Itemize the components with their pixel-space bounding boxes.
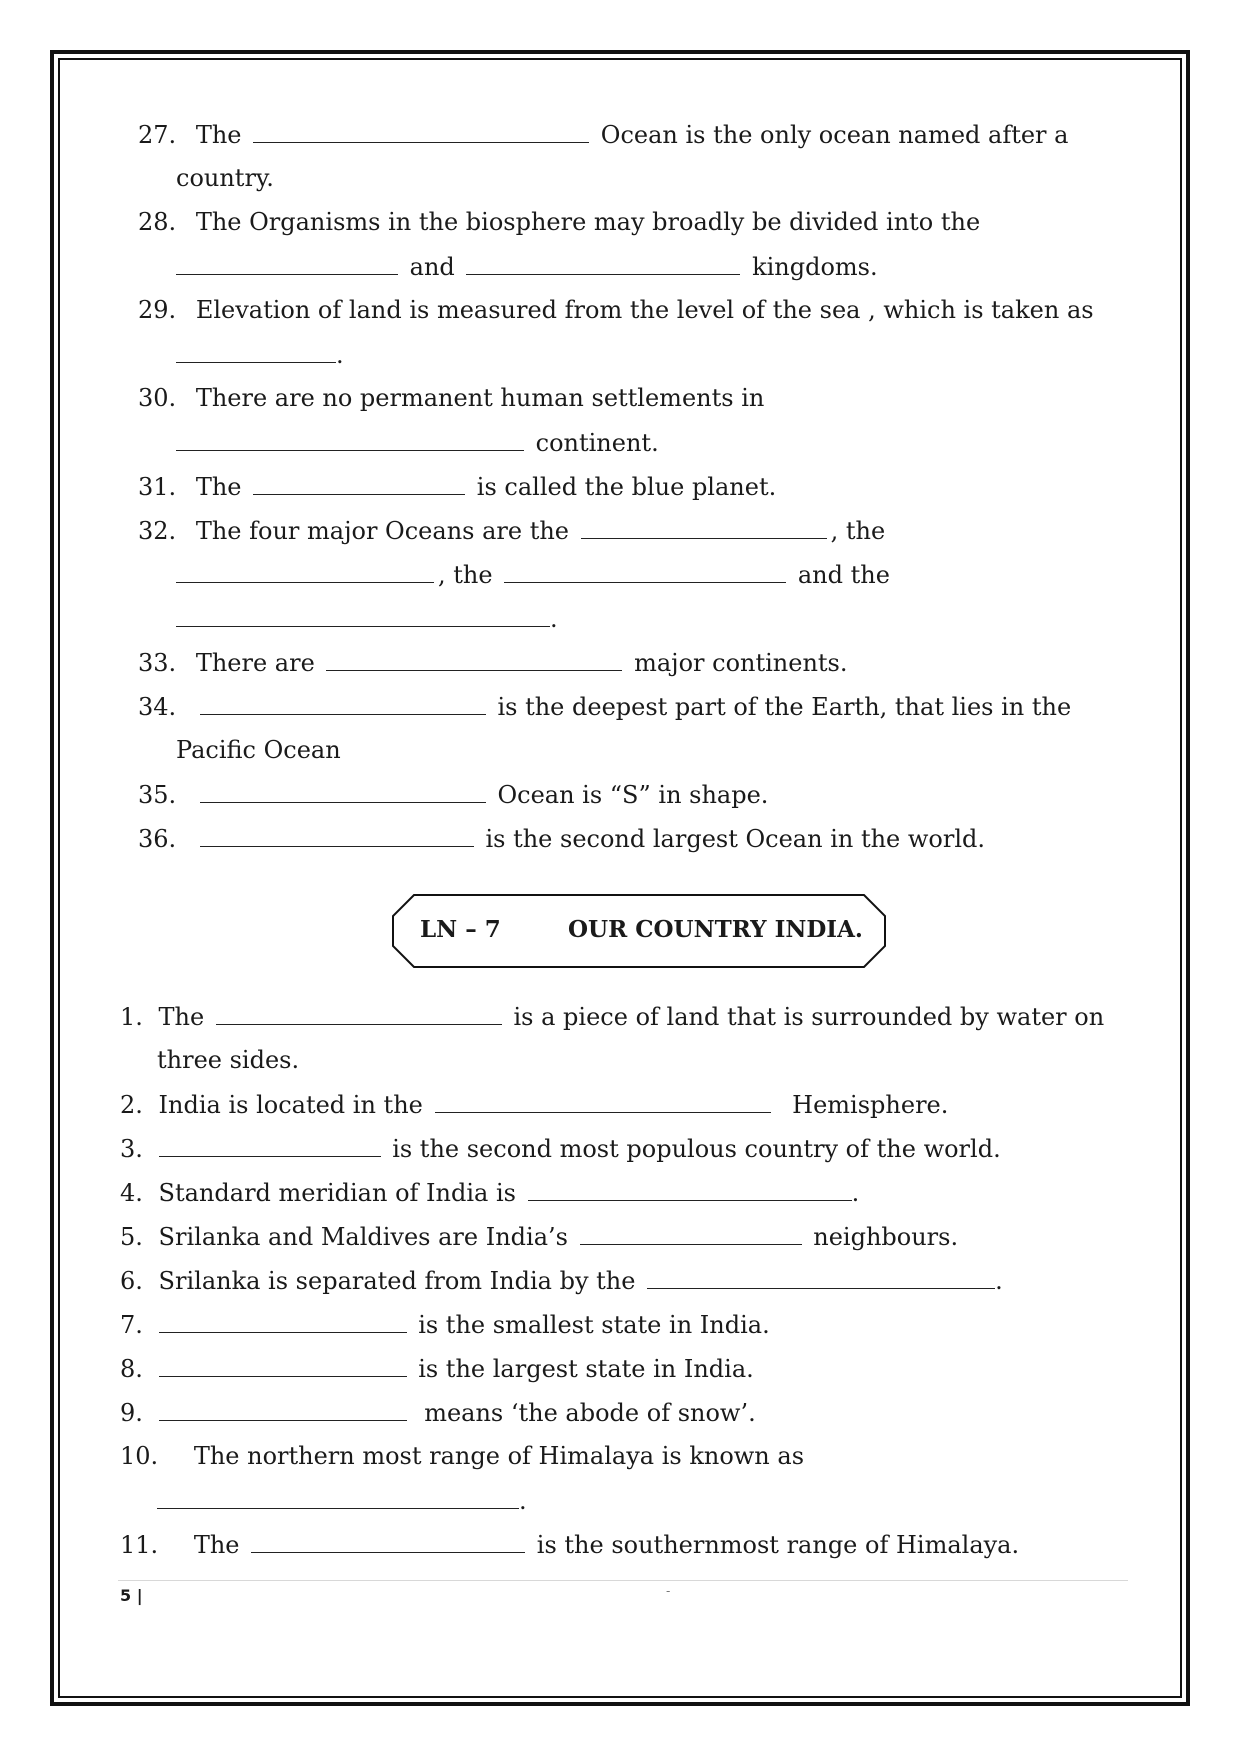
answer-blank[interactable] [159,1398,407,1421]
question-text: Srilanka and Maldives are India’s [158,1223,568,1251]
answer-blank[interactable] [581,516,827,539]
question-text: neighbours. [813,1223,959,1251]
question-text: Elevation of land is measured from the level of the sea , which is taken as [195,296,1094,324]
question-number: 31. [138,473,177,501]
answer-blank[interactable] [159,1310,407,1333]
question-32 [138,516,885,545]
question-text: and [409,253,455,281]
question-text: Ocean is “S” in shape. [497,781,769,809]
india-question-8 [120,1354,754,1383]
answer-blank[interactable] [253,120,589,143]
question-text: major continents. [634,649,848,677]
question-text: continent. [535,429,659,457]
question-28-cont [176,252,878,281]
answer-blank[interactable] [580,1222,802,1245]
answer-blank[interactable] [157,1486,519,1509]
question-number: 33. [138,649,177,677]
question-text: and the [797,561,890,589]
answer-blank[interactable] [159,1134,381,1157]
india-question-9 [120,1398,756,1427]
india-question-7 [120,1310,770,1339]
answer-blank[interactable] [466,252,740,275]
question-text: The Organisms in the biosphere may broadly be divided into the [195,208,981,236]
question-text: means ‘the abode of snow’. [424,1399,756,1427]
question-text: There are [195,649,315,677]
answer-blank[interactable] [176,560,434,583]
question-text: The [195,121,242,149]
question-text: Ocean is the only ocean named after a [600,121,1069,149]
india-question-6 [120,1266,1003,1295]
question-text: three sides. [157,1046,300,1074]
question-number: 7. [120,1311,143,1339]
lesson-title: OUR COUNTRY INDIA. [568,916,863,943]
punctuation: . [519,1487,527,1515]
india-question-1-cont [157,1046,299,1074]
question-29-cont [176,340,344,369]
question-31 [138,472,776,501]
question-27 [138,120,1068,149]
question-text: The [195,473,242,501]
question-30 [138,384,764,412]
answer-blank[interactable] [200,692,486,715]
question-text: , the [830,517,886,545]
question-text: is the smallest state in India. [418,1311,770,1339]
answer-blank[interactable] [200,824,474,847]
question-36 [138,824,985,853]
question-number: 35. [138,781,177,809]
question-text: The [193,1531,240,1559]
question-35 [138,780,768,809]
question-text: There are no permanent human settlements in [195,384,765,412]
answer-blank[interactable] [251,1530,525,1553]
footer-divider [118,1580,1128,1581]
answer-blank[interactable] [326,648,622,671]
india-question-11 [120,1530,1019,1559]
question-27-cont [176,164,274,192]
india-question-1 [120,1002,1104,1031]
question-text: is the southernmost range of Himalaya. [536,1531,1020,1559]
question-text: , the [438,561,493,589]
question-text: is the second largest Ocean in the world. [485,825,986,853]
question-34 [138,692,1071,721]
question-number: 5. [120,1223,143,1251]
india-question-10 [120,1442,804,1470]
punctuation: . [550,605,558,633]
india-question-3 [120,1134,1001,1163]
question-text: Hemisphere. [792,1091,949,1119]
footer-mark: - [666,1584,671,1598]
answer-blank[interactable] [176,604,550,627]
question-number: 27. [138,121,177,149]
question-text: India is located in the [158,1091,423,1119]
question-number: 36. [138,825,177,853]
question-30-cont [176,428,659,457]
question-32-cont2 [176,604,558,633]
question-text: The four major Oceans are the [195,517,570,545]
punctuation: . [851,1179,860,1207]
question-text: The northern most range of Himalaya is known as [193,1442,805,1470]
question-number: 8. [120,1355,143,1383]
answer-blank[interactable] [200,780,486,803]
answer-blank[interactable] [216,1002,502,1025]
question-number: 34. [138,693,177,721]
page-number: 5 | [120,1586,143,1605]
question-text: is the largest state in India. [418,1355,754,1383]
question-33 [138,648,848,677]
question-number: 11. [120,1531,159,1559]
question-number: 3. [120,1135,143,1163]
question-29 [138,296,1094,324]
question-28 [138,208,980,236]
question-text: is called the blue planet. [476,473,777,501]
question-number: 4. [120,1179,143,1207]
question-number: 30. [138,384,177,412]
question-34-cont [176,736,341,764]
lesson-number: LN – 7 [420,916,501,943]
india-question-2 [120,1090,948,1119]
question-text: country. [176,164,274,192]
answer-blank[interactable] [504,560,786,583]
answer-blank[interactable] [435,1090,771,1113]
question-text: Pacific Ocean [176,736,341,764]
question-32-cont [176,560,890,589]
question-text: is the deepest part of the Earth, that lies in the [497,693,1072,721]
answer-blank[interactable] [176,428,524,451]
answer-blank[interactable] [528,1178,852,1201]
question-text: Standard meridian of India is [158,1179,516,1207]
answer-blank[interactable] [159,1354,407,1377]
india-question-4 [120,1178,859,1207]
question-text: Srilanka is separated from India by the [158,1267,636,1295]
question-number: 2. [120,1091,143,1119]
india-question-10-cont [157,1486,527,1515]
question-number: 6. [120,1267,143,1295]
question-text: kingdoms. [752,253,878,281]
question-number: 10. [120,1442,159,1470]
question-text: The [158,1003,205,1031]
question-number: 28. [138,208,177,236]
question-number: 32. [138,517,177,545]
punctuation: . [336,341,344,369]
answer-blank[interactable] [176,340,336,363]
question-text: is the second most populous country of the world. [392,1135,1001,1163]
answer-blank[interactable] [176,252,398,275]
india-question-5 [120,1222,958,1251]
punctuation: . [995,1267,1003,1295]
question-number: 9. [120,1399,143,1427]
question-text: is a piece of land that is surrounded by water on [513,1003,1105,1031]
lesson-heading [392,894,886,968]
answer-blank[interactable] [253,472,465,495]
answer-blank[interactable] [647,1266,995,1289]
question-number: 1. [120,1003,143,1031]
question-number: 29. [138,296,177,324]
